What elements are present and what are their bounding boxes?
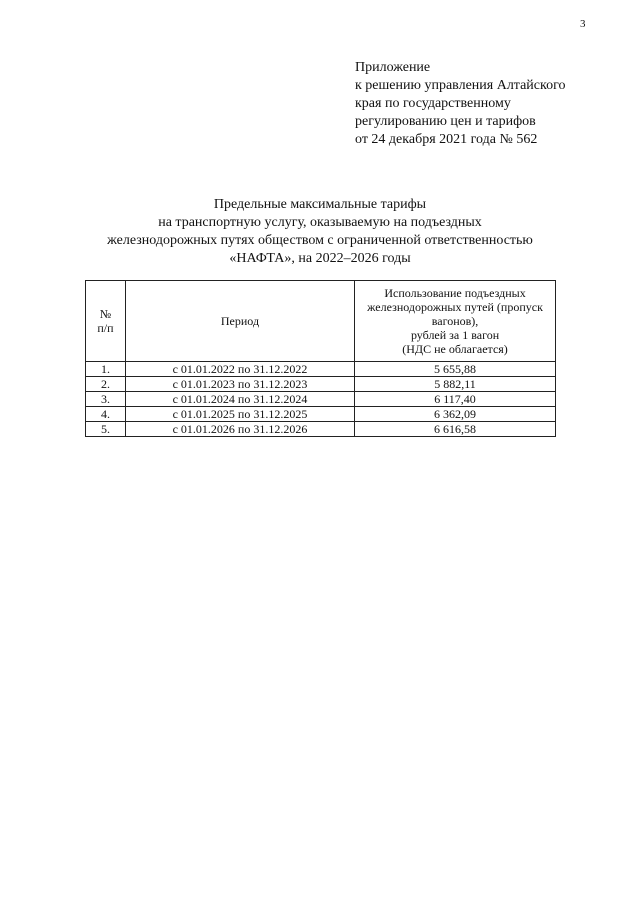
row-period: с 01.01.2025 по 31.12.2025 [125, 407, 354, 422]
table-row [86, 422, 556, 437]
row-number: 3. [86, 392, 126, 407]
table-row [86, 392, 556, 407]
title-line: «НАФТА», на 2022–2026 годы [229, 251, 411, 266]
appendix-line: края по государственному [355, 96, 511, 111]
table-header-row [86, 281, 556, 362]
row-price: 5 655,88 [355, 362, 556, 377]
row-number: 1. [86, 362, 126, 377]
header-price-line: вагонов), [431, 314, 479, 328]
row-number: 4. [86, 407, 126, 422]
row-period: с 01.01.2022 по 31.12.2022 [125, 362, 354, 377]
title-line: железнодорожных путях обществом с ограниченной ответственностью [107, 233, 533, 248]
header-number-line: п/п [97, 321, 114, 335]
row-number: 2. [86, 377, 126, 392]
row-price: 6 616,58 [355, 422, 556, 437]
header-price-line: железнодорожных путей (пропуск [367, 300, 543, 314]
table-row [86, 362, 556, 377]
title-line: Предельные максимальные тарифы [213, 197, 427, 212]
row-period: с 01.01.2023 по 31.12.2023 [125, 377, 354, 392]
row-period: с 01.01.2026 по 31.12.2026 [125, 422, 354, 437]
table-row [86, 407, 556, 422]
appendix-line: регулированию цен и тарифов [355, 114, 536, 129]
header-period: Период [125, 281, 354, 362]
header-price-line: Использование подъездных [384, 286, 526, 300]
table-row [86, 377, 556, 392]
document-title [60, 196, 580, 268]
header-number-line: № [99, 307, 112, 321]
appendix-block [355, 59, 566, 149]
header-price-line: (НДС не облагается) [402, 342, 508, 356]
page-number: 3 [580, 18, 586, 30]
row-price: 5 882,11 [355, 377, 556, 392]
row-period: с 01.01.2024 по 31.12.2024 [125, 392, 354, 407]
header-number [86, 281, 126, 362]
header-price-line: рублей за 1 вагон [410, 328, 500, 342]
row-price: 6 117,40 [355, 392, 556, 407]
appendix-line: Приложение [355, 60, 431, 75]
row-price: 6 362,09 [355, 407, 556, 422]
appendix-line: от 24 декабря 2021 года № 562 [355, 132, 538, 147]
title-line: на транспортную услугу, оказываемую на подъездных [158, 215, 482, 230]
tariffs-table [85, 280, 556, 437]
header-price [355, 281, 556, 362]
appendix-line: к решению управления Алтайского [355, 78, 566, 93]
row-number: 5. [86, 422, 126, 437]
